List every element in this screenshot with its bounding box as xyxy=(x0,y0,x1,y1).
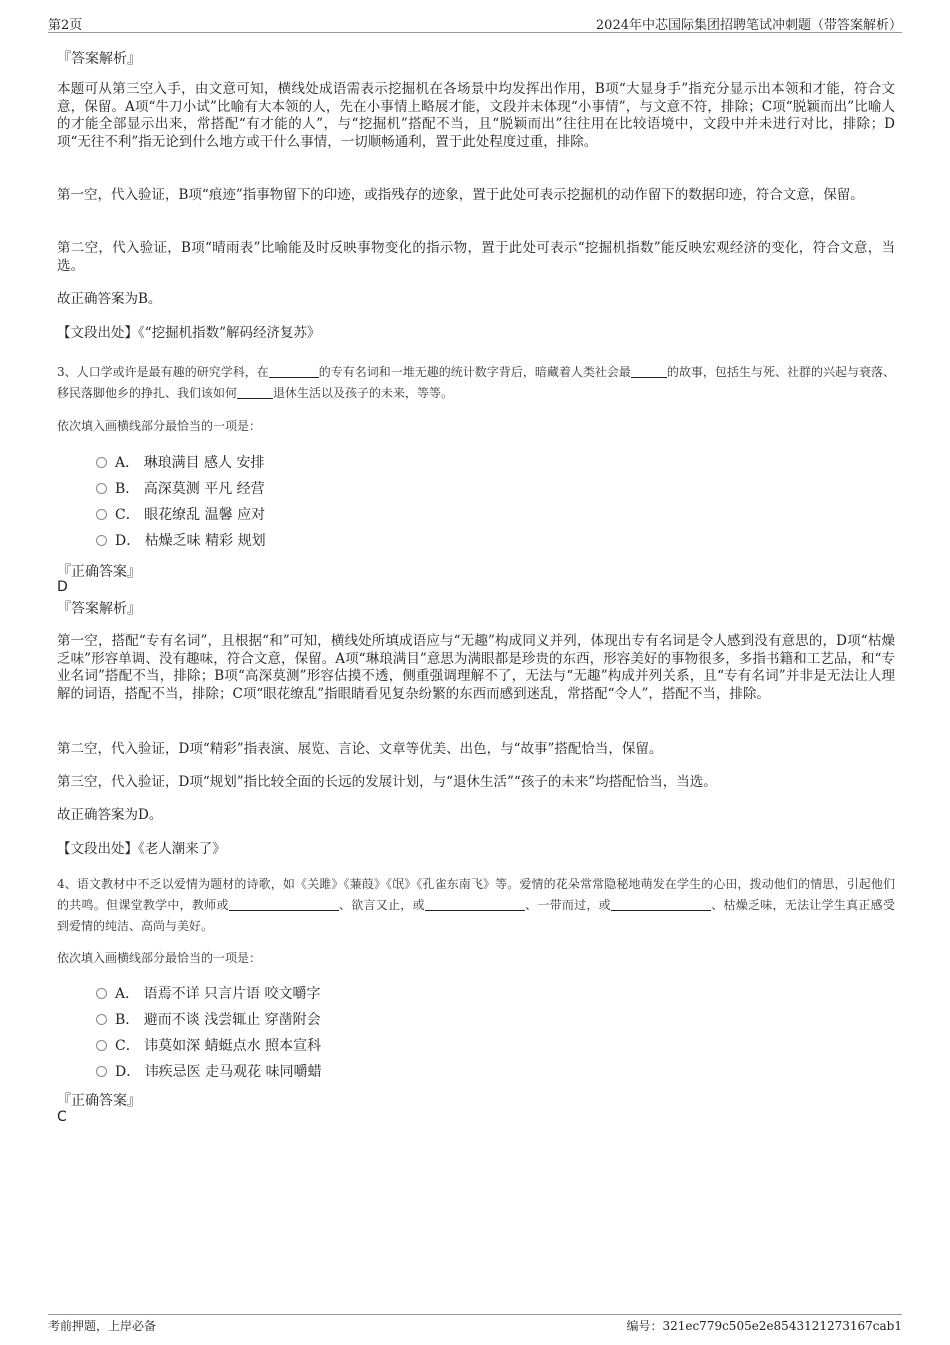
option-c[interactable]: C． 眼花缭乱 温馨 应对 xyxy=(96,505,265,525)
question-prompt: 依次填入画横线部分最恰当的一项是： xyxy=(57,419,262,433)
option-a[interactable]: A． 语焉不详 只言片语 咬文嚼字 xyxy=(96,984,320,1004)
source-citation: 【文段出处】《“挖掘机指数”解码经济复苏》 xyxy=(57,325,321,341)
page-footer xyxy=(48,1314,902,1335)
footer-slogan: 考前押题，上岸必备 xyxy=(48,1319,157,1333)
question-stem: 4、语文教材中不乏以爱情为题材的诗歌，如《关雎》《蒹葭》《氓》《孔雀东南飞》等。爱情的花朵常常隐秘地萌发在学生的心田，拨动他们的情思，引起他们的共鸣。但课堂教学中，教师或 、欲言又止，或 、一带而过，或 、枯燥乏味，无法让学生真正感受到爱情的纯洁、高尚与美好。 xyxy=(57,877,895,933)
radio-icon[interactable] xyxy=(96,988,107,999)
page-number: 第2页 xyxy=(48,18,83,33)
radio-icon[interactable] xyxy=(96,1040,107,1051)
answer-label: 『正确答案』 xyxy=(57,1093,141,1109)
radio-icon[interactable] xyxy=(96,483,107,494)
analysis-paragraph: 第三空，代入验证，D项“规划”指比较全面的长远的发展计划，与“退休生活”“孩子的未来”均搭配恰当，当选。 xyxy=(57,774,717,790)
analysis-label: 『答案解析』 xyxy=(57,51,141,67)
conclusion: 故正确答案为B。 xyxy=(57,291,162,307)
option-c[interactable]: C． 讳莫如深 蜻蜓点水 照本宣科 xyxy=(96,1036,321,1056)
answer-label: 『正确答案』 xyxy=(57,564,141,580)
radio-icon[interactable] xyxy=(96,535,107,546)
conclusion: 故正确答案为D。 xyxy=(57,807,163,823)
option-a[interactable]: A． 琳琅满目 感人 安排 xyxy=(96,453,264,473)
radio-icon[interactable] xyxy=(96,1066,107,1077)
option-b[interactable]: B． 避而不谈 浅尝辄止 穿凿附会 xyxy=(96,1010,321,1030)
radio-icon[interactable] xyxy=(96,1014,107,1025)
source-citation: 【文段出处】《老人潮来了》 xyxy=(57,841,226,857)
fill-blank xyxy=(611,897,711,911)
correct-answer: D xyxy=(57,579,68,595)
fill-blank xyxy=(269,364,319,378)
radio-icon[interactable] xyxy=(96,509,107,520)
correct-answer: C xyxy=(57,1109,67,1125)
analysis-paragraph: 第一空，代入验证，B项“痕迹”指事物留下的印迹，或指残存的迹象，置于此处可表示挖掘机的动作留下的数据印迹，符合文意，保留。 xyxy=(57,187,864,203)
fill-blank xyxy=(425,897,525,911)
document-title: 2024年中芯国际集团招聘笔试冲刺题（带答案解析） xyxy=(595,18,902,33)
analysis-paragraph: 本题可从第三空入手，由文意可知，横线处成语需表示挖掘机在各场景中均发挥出作用，B项“大显身手”指充分显示出本领和才能，符合文意，保留。A项“牛刀小试”比喻有大本领的人，先在小事情上略展才能，文段并未体现“小事情”，与文意不符，排除；C项“脱颖而出”比喻人的才能全部显示出来，常搭配“有才能的人”，与“挖掘机”搭配不当，且“脱颖而出”往往用在比较语境中，文段中并未进行对比，排除；D项“无往不利”指无论到什么地方或干什么事情，一切顺畅通利，置于此处程度过重，排除。 xyxy=(57,81,895,150)
radio-icon[interactable] xyxy=(96,457,107,468)
question-prompt: 依次填入画横线部分最恰当的一项是： xyxy=(57,951,262,965)
option-b[interactable]: B． 高深莫测 平凡 经营 xyxy=(96,479,265,499)
fill-blank xyxy=(229,897,339,911)
analysis-label: 『答案解析』 xyxy=(57,601,141,617)
question-stem: 3、人口学或许是最有趣的研究学科，在 的专有名词和一堆无趣的统计数字背后，暗藏着人类社会最 的故事，包括生与死、社群的兴起与衰落、移民落脚他乡的挣扎、我们该如何 退休生活以及孩子的未来，等等。 xyxy=(57,365,895,400)
analysis-paragraph: 第二空，代入验证，D项“精彩”指表演、展览、言论、文章等优美、出色，与“故事”搭配恰当，保留。 xyxy=(57,741,663,757)
option-d[interactable]: D． 枯燥乏味 精彩 规划 xyxy=(96,531,266,551)
fill-blank xyxy=(237,385,273,399)
option-d[interactable]: D． 讳疾忌医 走马观花 味同嚼蜡 xyxy=(96,1062,322,1082)
document-id: 编号：321ec779c505e2e8543121273167cab1 xyxy=(626,1319,902,1333)
analysis-paragraph: 第一空，搭配“专有名词”，且根据“和”可知，横线处所填成语应与“无趣”构成同义并列，体现出专有名词是令人感到没有意思的，D项“枯燥乏味”形容单调、没有趣味，符合文意，保留。A项“琳琅满目”意思为满眼都是珍贵的东西，形容美好的事物很多，多指书籍和工艺品，和“专业名词”搭配不当，排除；B项“高深莫测”形容估摸不透，侧重强调理解不了，无法与“无趣”构成并列关系，且“专有名词”并非是无法让人理解的词语，搭配不当，排除；C项“眼花缭乱”指眼睛看见复杂纷繁的东西而感到迷乱，常搭配“令人”，搭配不当，排除。 xyxy=(57,633,895,702)
fill-blank xyxy=(631,364,667,378)
page-header xyxy=(48,14,902,33)
analysis-paragraph: 第二空，代入验证，B项“晴雨表”比喻能及时反映事物变化的指示物，置于此处可表示“挖掘机指数”能反映宏观经济的变化，符合文意，当选。 xyxy=(57,240,895,274)
